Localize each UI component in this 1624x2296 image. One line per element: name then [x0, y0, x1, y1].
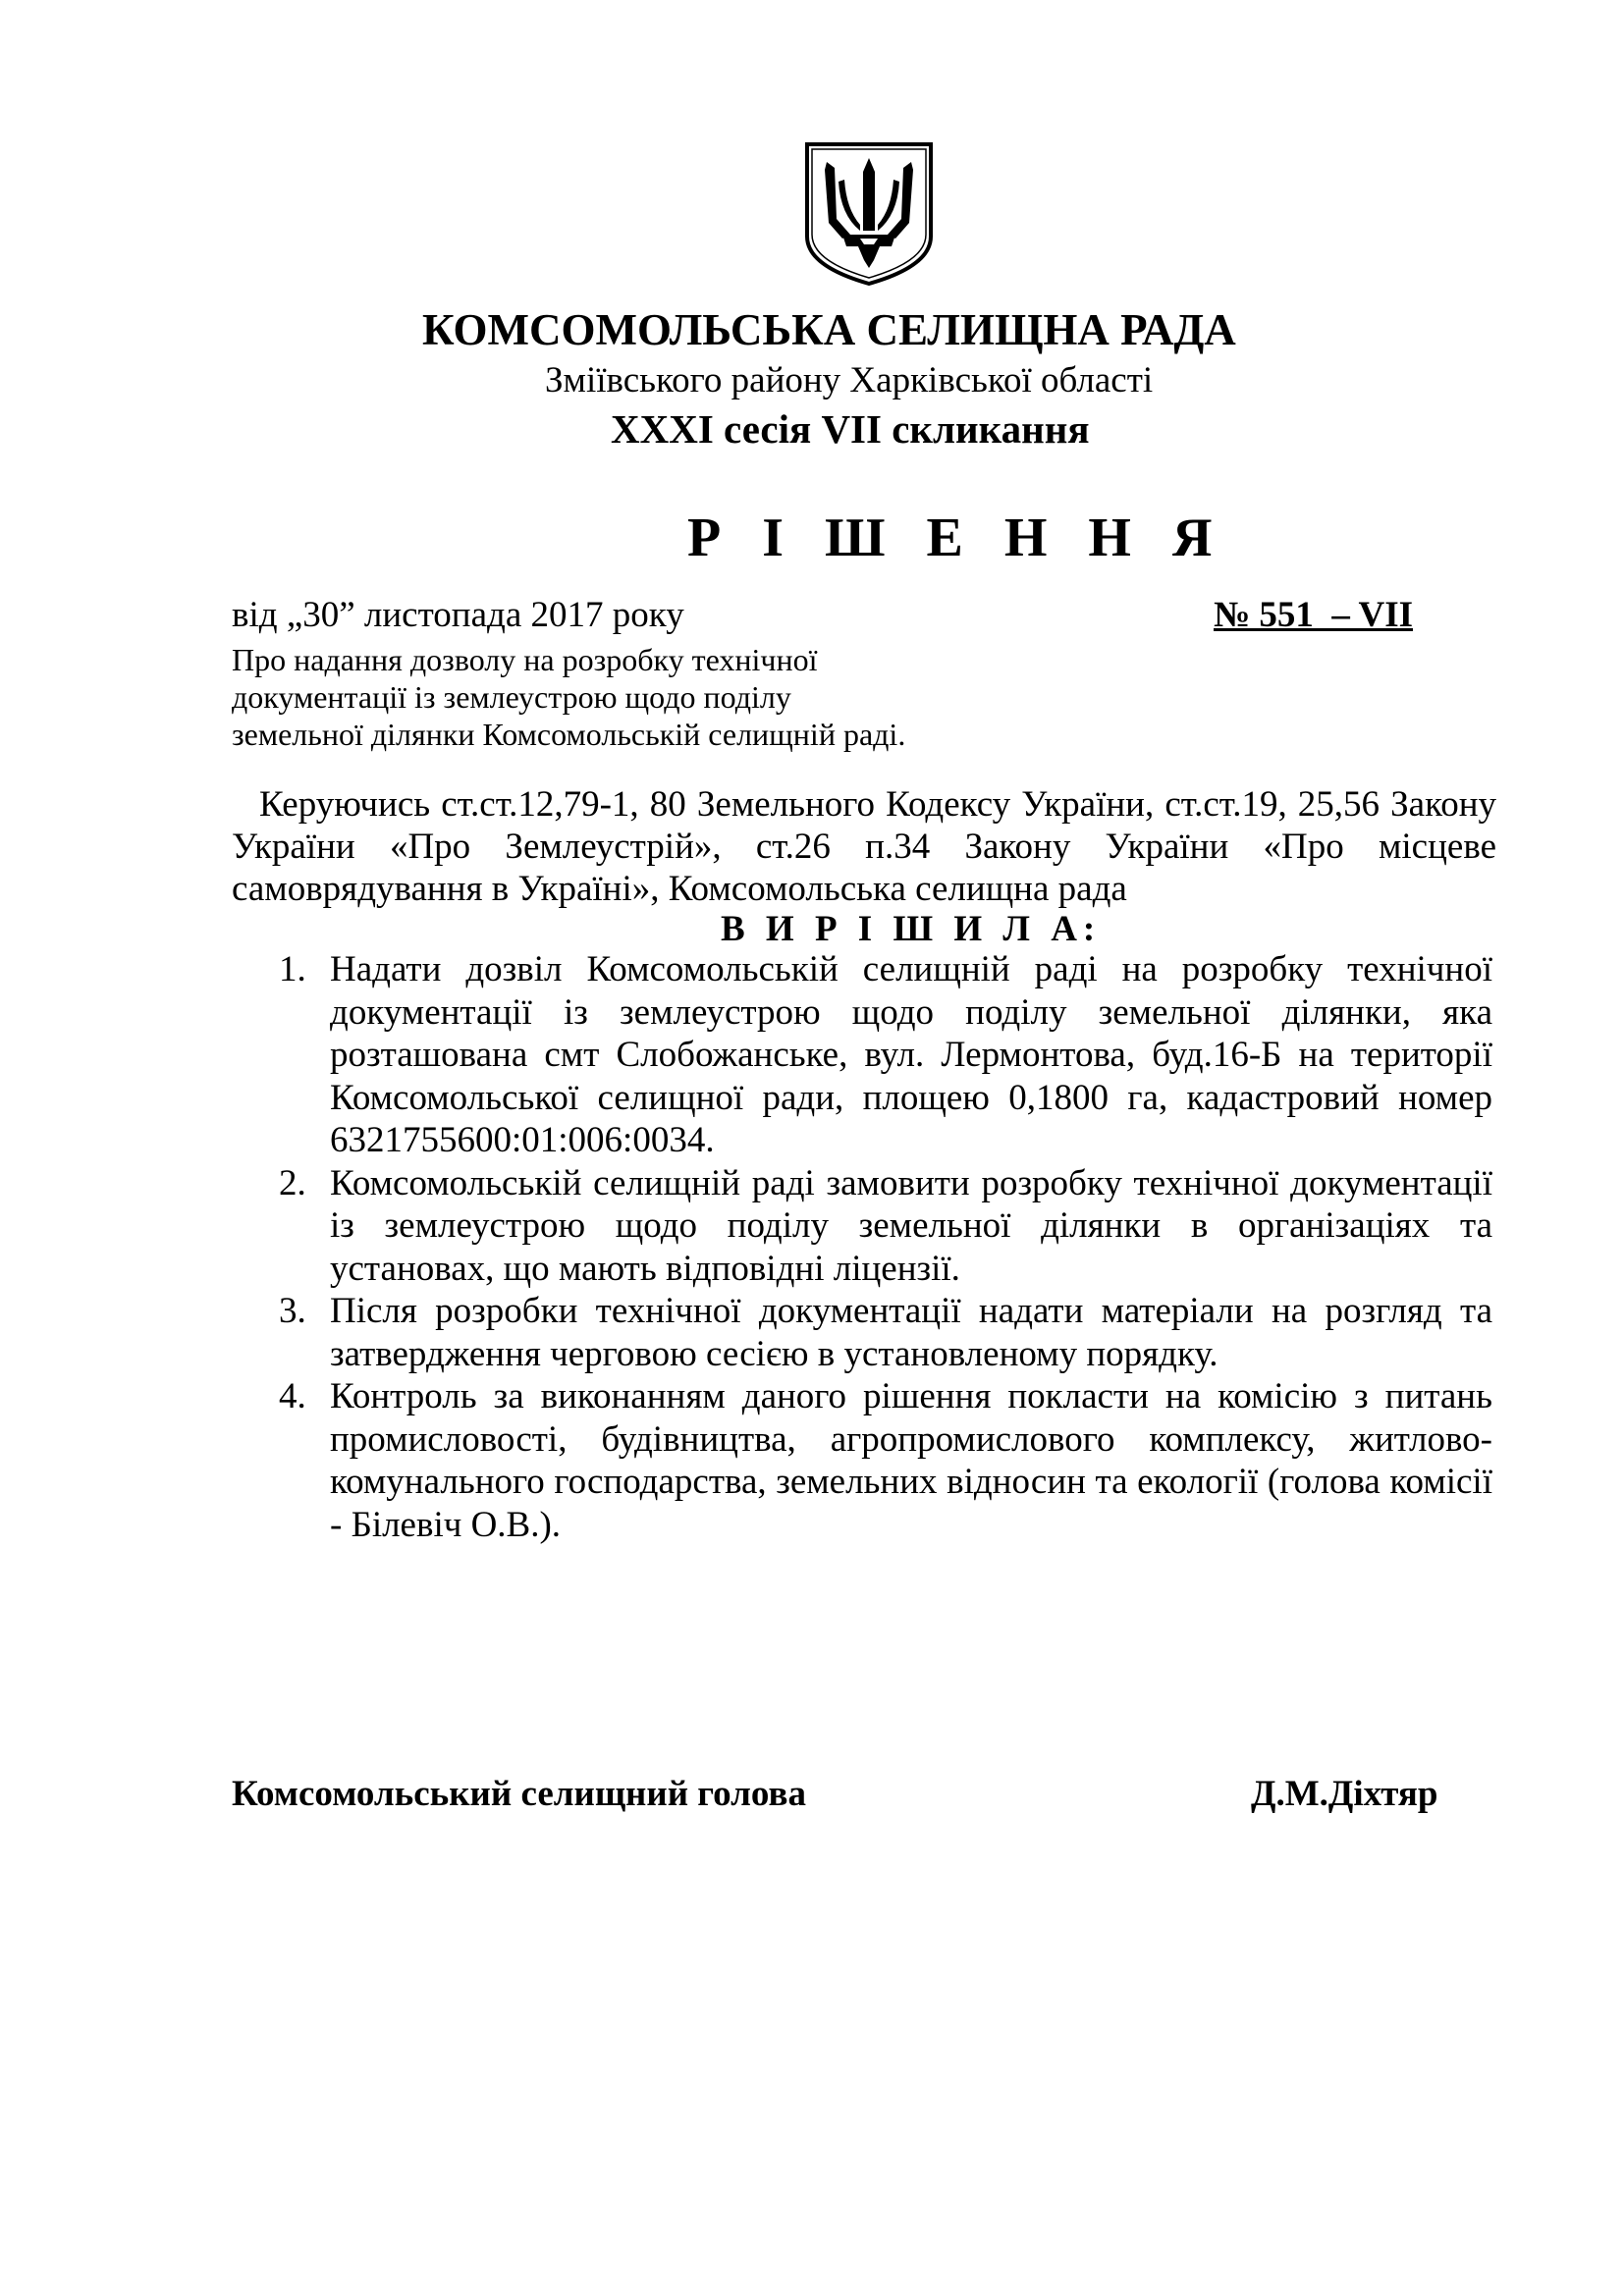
resolved-heading: В И Р І Ш И Л А:	[721, 909, 1102, 949]
decision-subject	[232, 641, 998, 753]
document-type: Р І Ш Е Н Н Я	[687, 507, 1226, 568]
item-text: Після розробки технічної документації надати матеріали на розгляд та затвердження черговою сесією в установленому порядку.	[330, 1291, 1492, 1374]
district-name: Зміївського району Харківської області	[545, 360, 1154, 400]
resolution-item	[275, 1375, 1492, 1546]
coat-of-arms-icon	[803, 140, 935, 288]
signatory-title: Комсомольський селищний голова	[232, 1774, 806, 1814]
item-number: 3.	[279, 1291, 306, 1331]
item-number: 1.	[279, 949, 306, 989]
subject-line: документації із землеустрою щодо поділу	[232, 679, 791, 715]
item-text: Контроль за виконанням даного рішення покласти на комісію з питань промисловості, будівництва, агропромислового комплексу, житлово-комунального господарства, земельних відносин та екології (голова комісії - Білевіч О.В.).	[330, 1376, 1492, 1545]
resolution-item	[275, 1290, 1492, 1375]
item-number: 2.	[279, 1162, 306, 1203]
resolution-items	[275, 948, 1492, 1546]
council-name: КОМСОМОЛЬСЬКА СЕЛИЩНА РАДА	[422, 305, 1236, 354]
subject-line: Про надання дозволу на розробку технічної	[232, 642, 818, 677]
item-number: 4.	[279, 1376, 306, 1416]
session-title: XXXI сесія VII скликання	[611, 406, 1090, 452]
decision-date: від „30” листопада 2017 року	[232, 595, 684, 635]
subject-line: земельної ділянки Комсомольській селищній раді.	[232, 717, 906, 752]
decision-number: № 551 – VII	[1214, 595, 1414, 635]
resolution-item	[275, 948, 1492, 1162]
preamble: Керуючись ст.ст.12,79-1, 80 Земельного Кодексу України, ст.ст.19, 25,56 Закону України «Про Землеустрій», ст.26 п.34 Закону України «Про місцеве самоврядування в Україні», Комсомольська селищна рада	[232, 784, 1496, 909]
item-text: Надати дозвіл Комсомольській селищній раді на розробку технічної документації із землеустрою щодо поділу земельної ділянки, яка розташована смт Слобожанське, вул. Лермонтова, буд.16-Б на території Комсомольської селищної ради, площею 0,1800 га, кадастровий номер 6321755600:01:006:0034.	[330, 949, 1492, 1160]
resolution-item	[275, 1162, 1492, 1291]
signatory-name: Д.М.Діхтяр	[1251, 1774, 1438, 1814]
item-text: Комсомольській селищній раді замовити розробку технічної документації із землеустрою щодо поділу земельної ділянки в організаціях та установах, що мають відповідні ліцензії.	[330, 1162, 1492, 1289]
